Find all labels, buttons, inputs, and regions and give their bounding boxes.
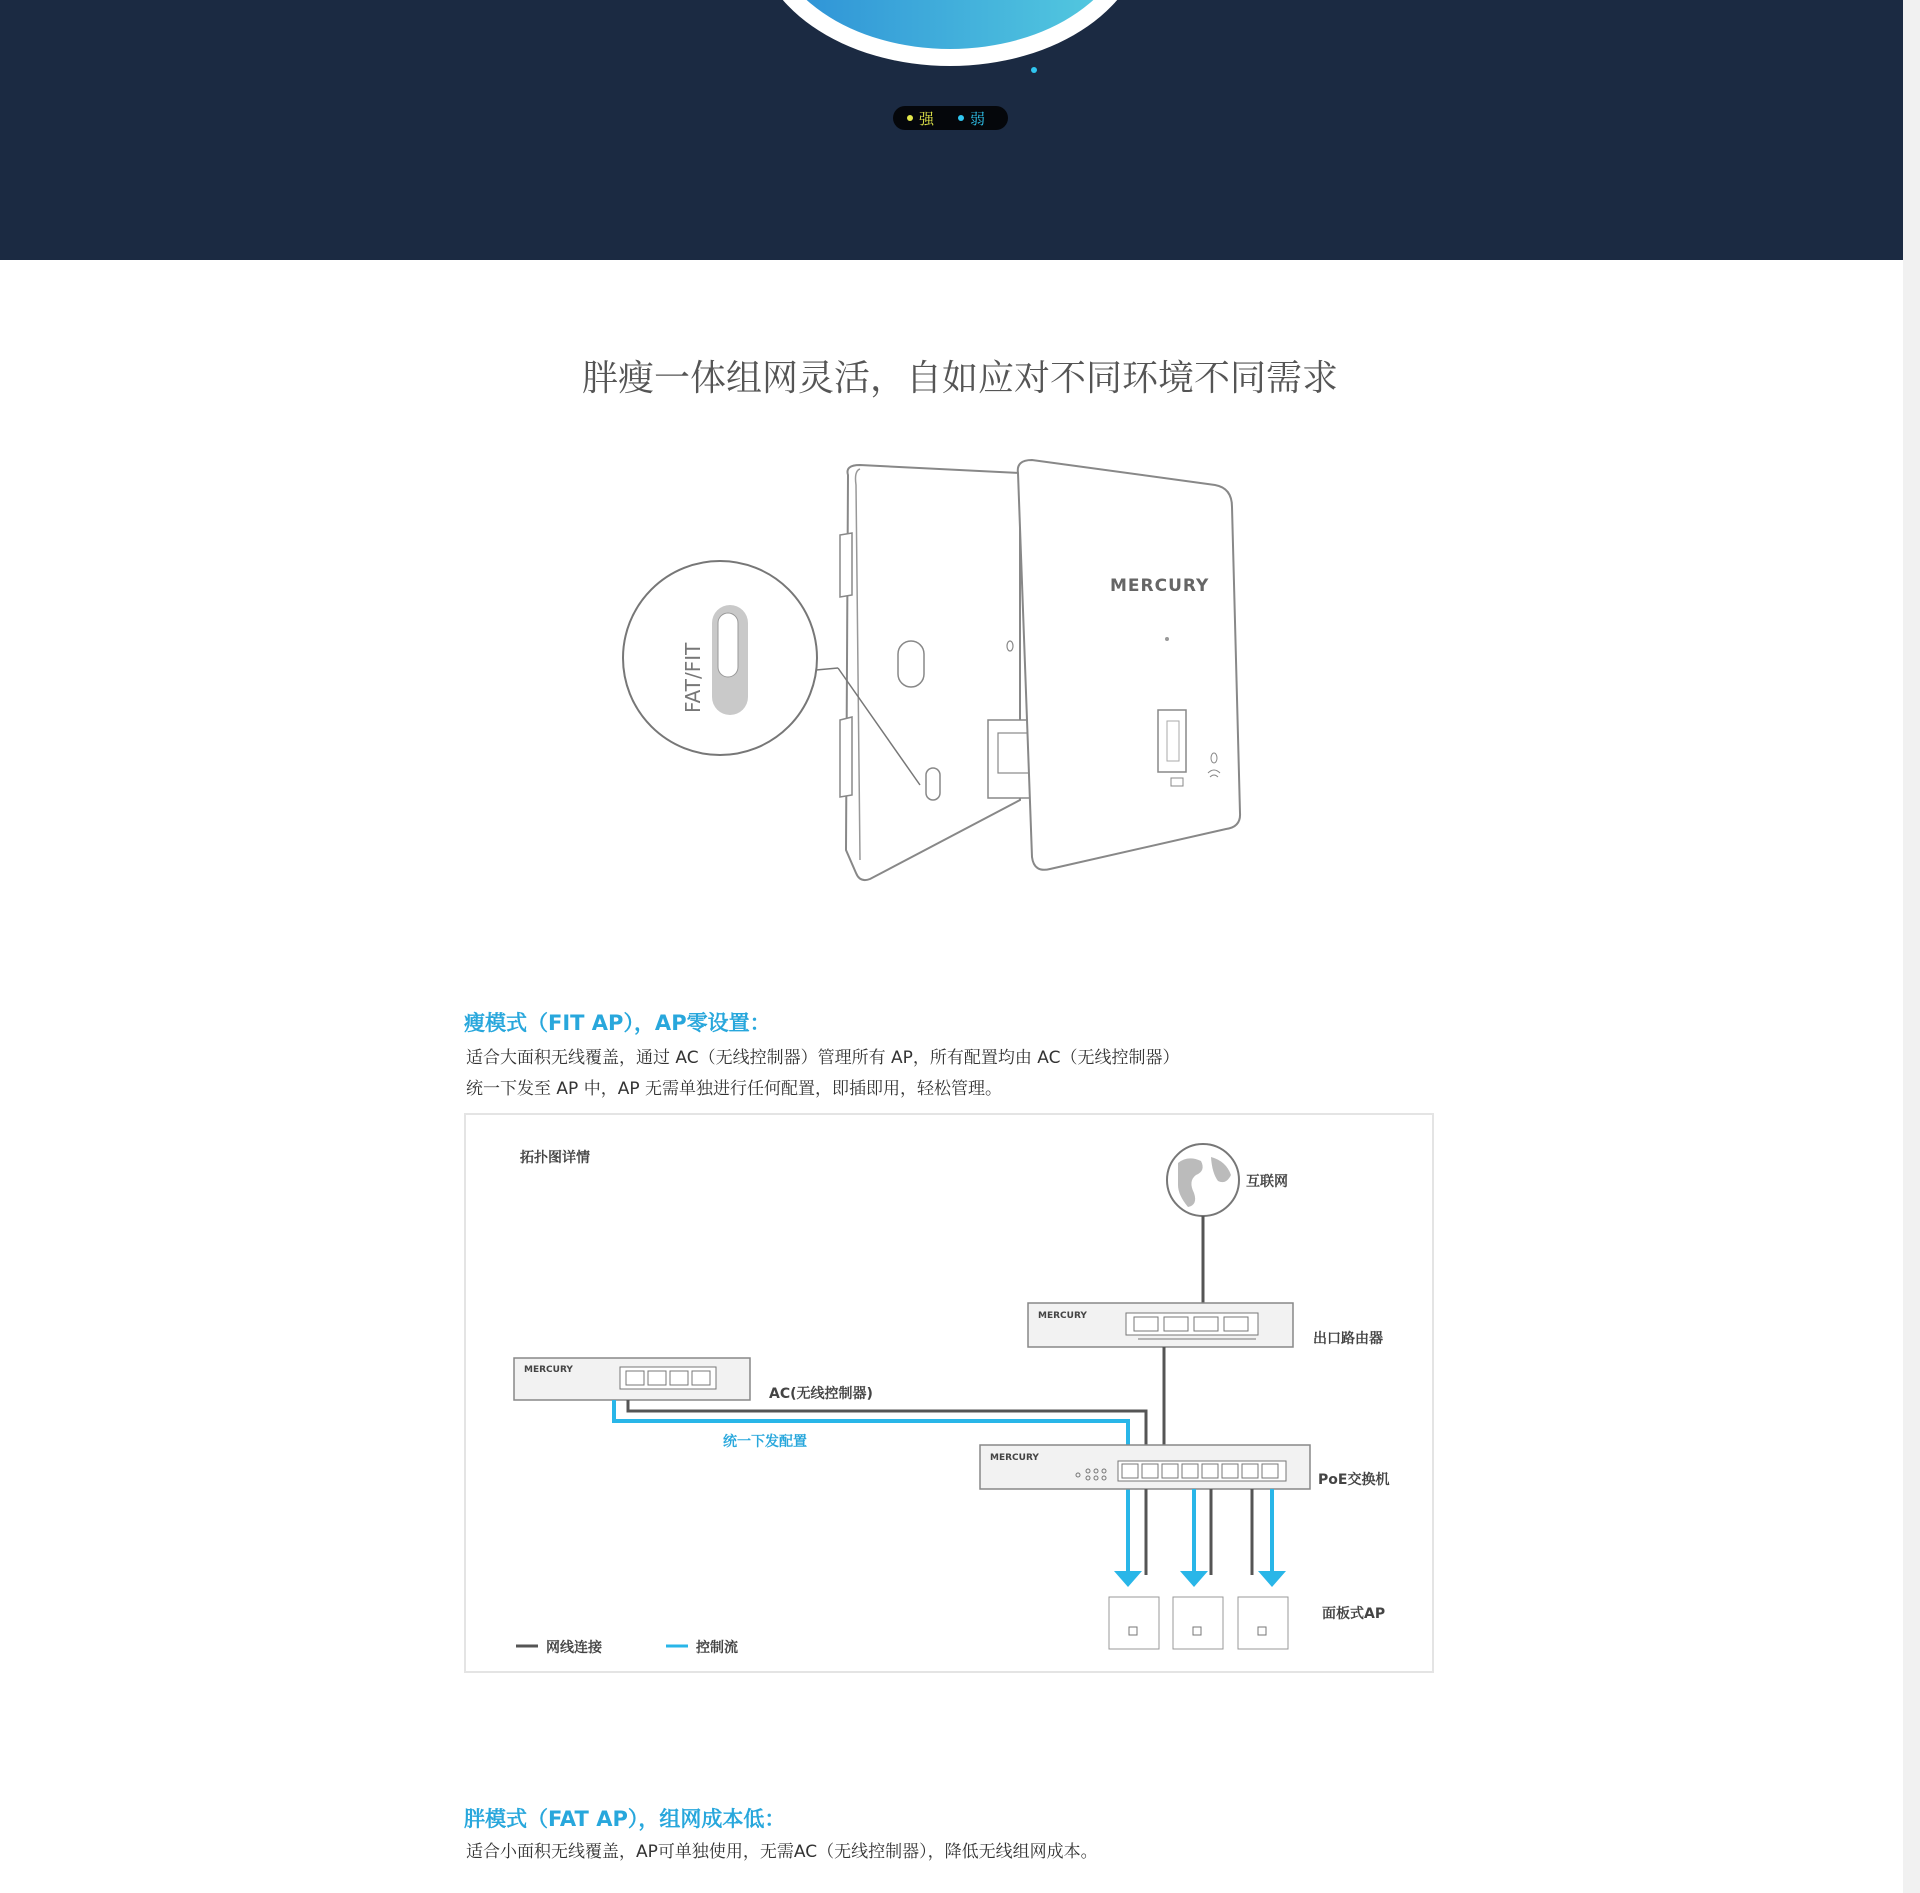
weak-dot-icon [958, 115, 964, 121]
legend-control-label: 控制流 [696, 1640, 738, 1656]
fit-mode-desc-line2: 统一下发至 AP 中，AP 无需单独进行任何配置，即插即用，轻松管理。 [466, 1079, 1002, 1099]
device-brand-logo: MERCURY [1110, 576, 1210, 596]
legend-wired-label: 网线连接 [546, 1640, 602, 1656]
legend-strong-label: 强 [919, 109, 935, 128]
poe-switch-label: PoE交换机 [1318, 1472, 1390, 1488]
fat-mode-description [466, 1837, 1098, 1868]
coverage-banner [0, 0, 1903, 260]
config-label: 统一下发配置 [723, 1434, 807, 1450]
fit-mode-description [466, 1043, 1180, 1105]
switch-brand: MERCURY [990, 1453, 1039, 1463]
strong-dot-icon [907, 115, 913, 121]
ac-label: AC(无线控制器) [769, 1386, 873, 1402]
fit-mode-title: 瘦模式（FIT AP），AP零设置： [464, 1011, 771, 1035]
poe-switch-device [980, 1445, 1310, 1489]
panel-ap-devices [1109, 1597, 1288, 1649]
fat-mode-title: 胖模式（FAT AP），组网成本低： [464, 1807, 786, 1831]
section-title: 胖瘦一体组网灵活，自如应对不同环境不同需求 [581, 358, 1338, 399]
coverage-circle-graphic [0, 0, 1903, 260]
topology-diagram [464, 1113, 1434, 1673]
router-label: 出口路由器 [1313, 1331, 1383, 1347]
internet-label: 互联网 [1246, 1174, 1288, 1190]
fit-mode-desc-line1: 适合大面积无线覆盖，通过 AC（无线控制器）管理所有 AP，所有配置均由 AC（无线控制器） [466, 1048, 1180, 1068]
topology-title: 拓扑图详情 [520, 1150, 590, 1166]
router-device [1028, 1303, 1293, 1347]
ac-controller-device [514, 1358, 750, 1400]
fat-mode-desc-line1: 适合小面积无线覆盖，AP可单独使用，无需AC（无线控制器），降低无线组网成本。 [466, 1842, 1098, 1862]
topology-lines [466, 1115, 1432, 1671]
router-brand: MERCURY [1038, 1311, 1087, 1321]
signal-legend [893, 106, 1008, 130]
legend-weak [958, 108, 985, 129]
globe-icon [1167, 1144, 1239, 1216]
legend-weak-label: 弱 [970, 109, 986, 128]
panel-ap-illustration [620, 455, 1270, 885]
legend-strong [907, 108, 934, 129]
page-scrollbar[interactable] [1903, 0, 1920, 1893]
fat-fit-switch-label: FAT/FIT [681, 642, 705, 713]
ap-label: 面板式AP [1322, 1606, 1386, 1622]
ac-brand: MERCURY [524, 1365, 573, 1375]
